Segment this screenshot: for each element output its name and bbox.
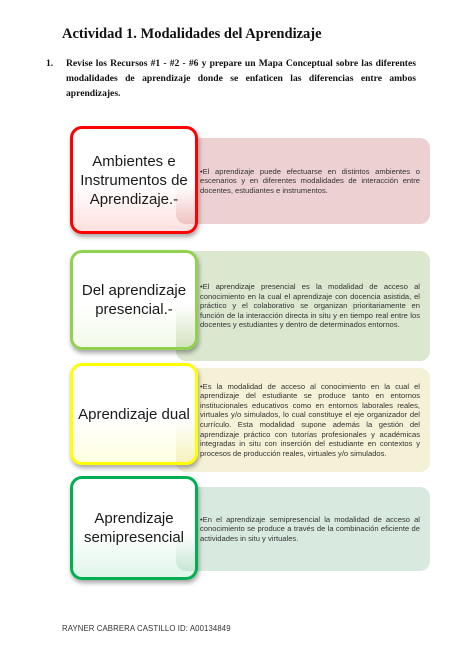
description-panel-ambientes xyxy=(176,138,430,224)
concept-box-ambientes xyxy=(70,126,198,234)
description-text: •El aprendizaje presencial es la modalidad de acceso al conocimiento en la cual el aprendizaje con docencia asistida, el práctico y el colaborativo se organizan prioritariamente en función de la interacción directa in situ y en tiempo real entre los docentes y estudiantes y dentro de determinados entornos. xyxy=(200,282,420,330)
concept-box-semipresencial xyxy=(70,476,198,580)
instruction-item xyxy=(46,56,416,101)
description-text: •Es la modalidad de acceso al conocimiento en la cual el aprendizaje del estudiante se produce tanto en entornos institucionales educativos como en entornos laborales reales, virtuales y/o simulados, lo cual constituye el eje organizador del currículo. Esta modalidad supone además la gestión del aprendizaje práctico con tutorías profesionales y académicas integradas in situ con inserción del estudiante en contextos y procesos de producción reales, virtuales y/o simulados. xyxy=(200,381,420,458)
description-text: •El aprendizaje puede efectuarse en distintos ambientes o escenarios y en diferentes modalidades de interacción entre docentes, estudiantes e instrumentos. xyxy=(200,166,420,195)
footer-author: RAYNER CABRERA CASTILLO ID: A00134849 xyxy=(62,624,231,633)
description-panel-semipresencial xyxy=(176,487,430,571)
concept-box-dual xyxy=(70,363,198,465)
concept-label: Aprendizaje dual xyxy=(78,405,190,423)
description-panel-dual xyxy=(176,368,430,472)
description-text: •En el aprendizaje semipresencial la modalidad de acceso al conocimiento se produce a través de la combinación eficiente de actividades in situ y virtuales. xyxy=(200,514,420,543)
instruction-number: 1. xyxy=(46,58,54,69)
concept-label: Ambientes e Instrumentos de Aprendizaje.- xyxy=(80,152,188,208)
concept-label: Del aprendizaje presencial.- xyxy=(81,282,187,318)
description-panel-presencial xyxy=(176,251,430,361)
concept-box-presencial xyxy=(70,250,198,350)
page-title: Actividad 1. Modalidades del Aprendizaje xyxy=(62,26,322,42)
instruction-text: Revise los Recursos #1 - #2 - #6 y prepare un Mapa Conceptual sobre las diferentes modalidades de aprendizaje donde se enfaticen las diferencias entre ambos aprendizajes. xyxy=(66,58,416,99)
concept-label: Aprendizaje semipresencial xyxy=(83,510,185,546)
